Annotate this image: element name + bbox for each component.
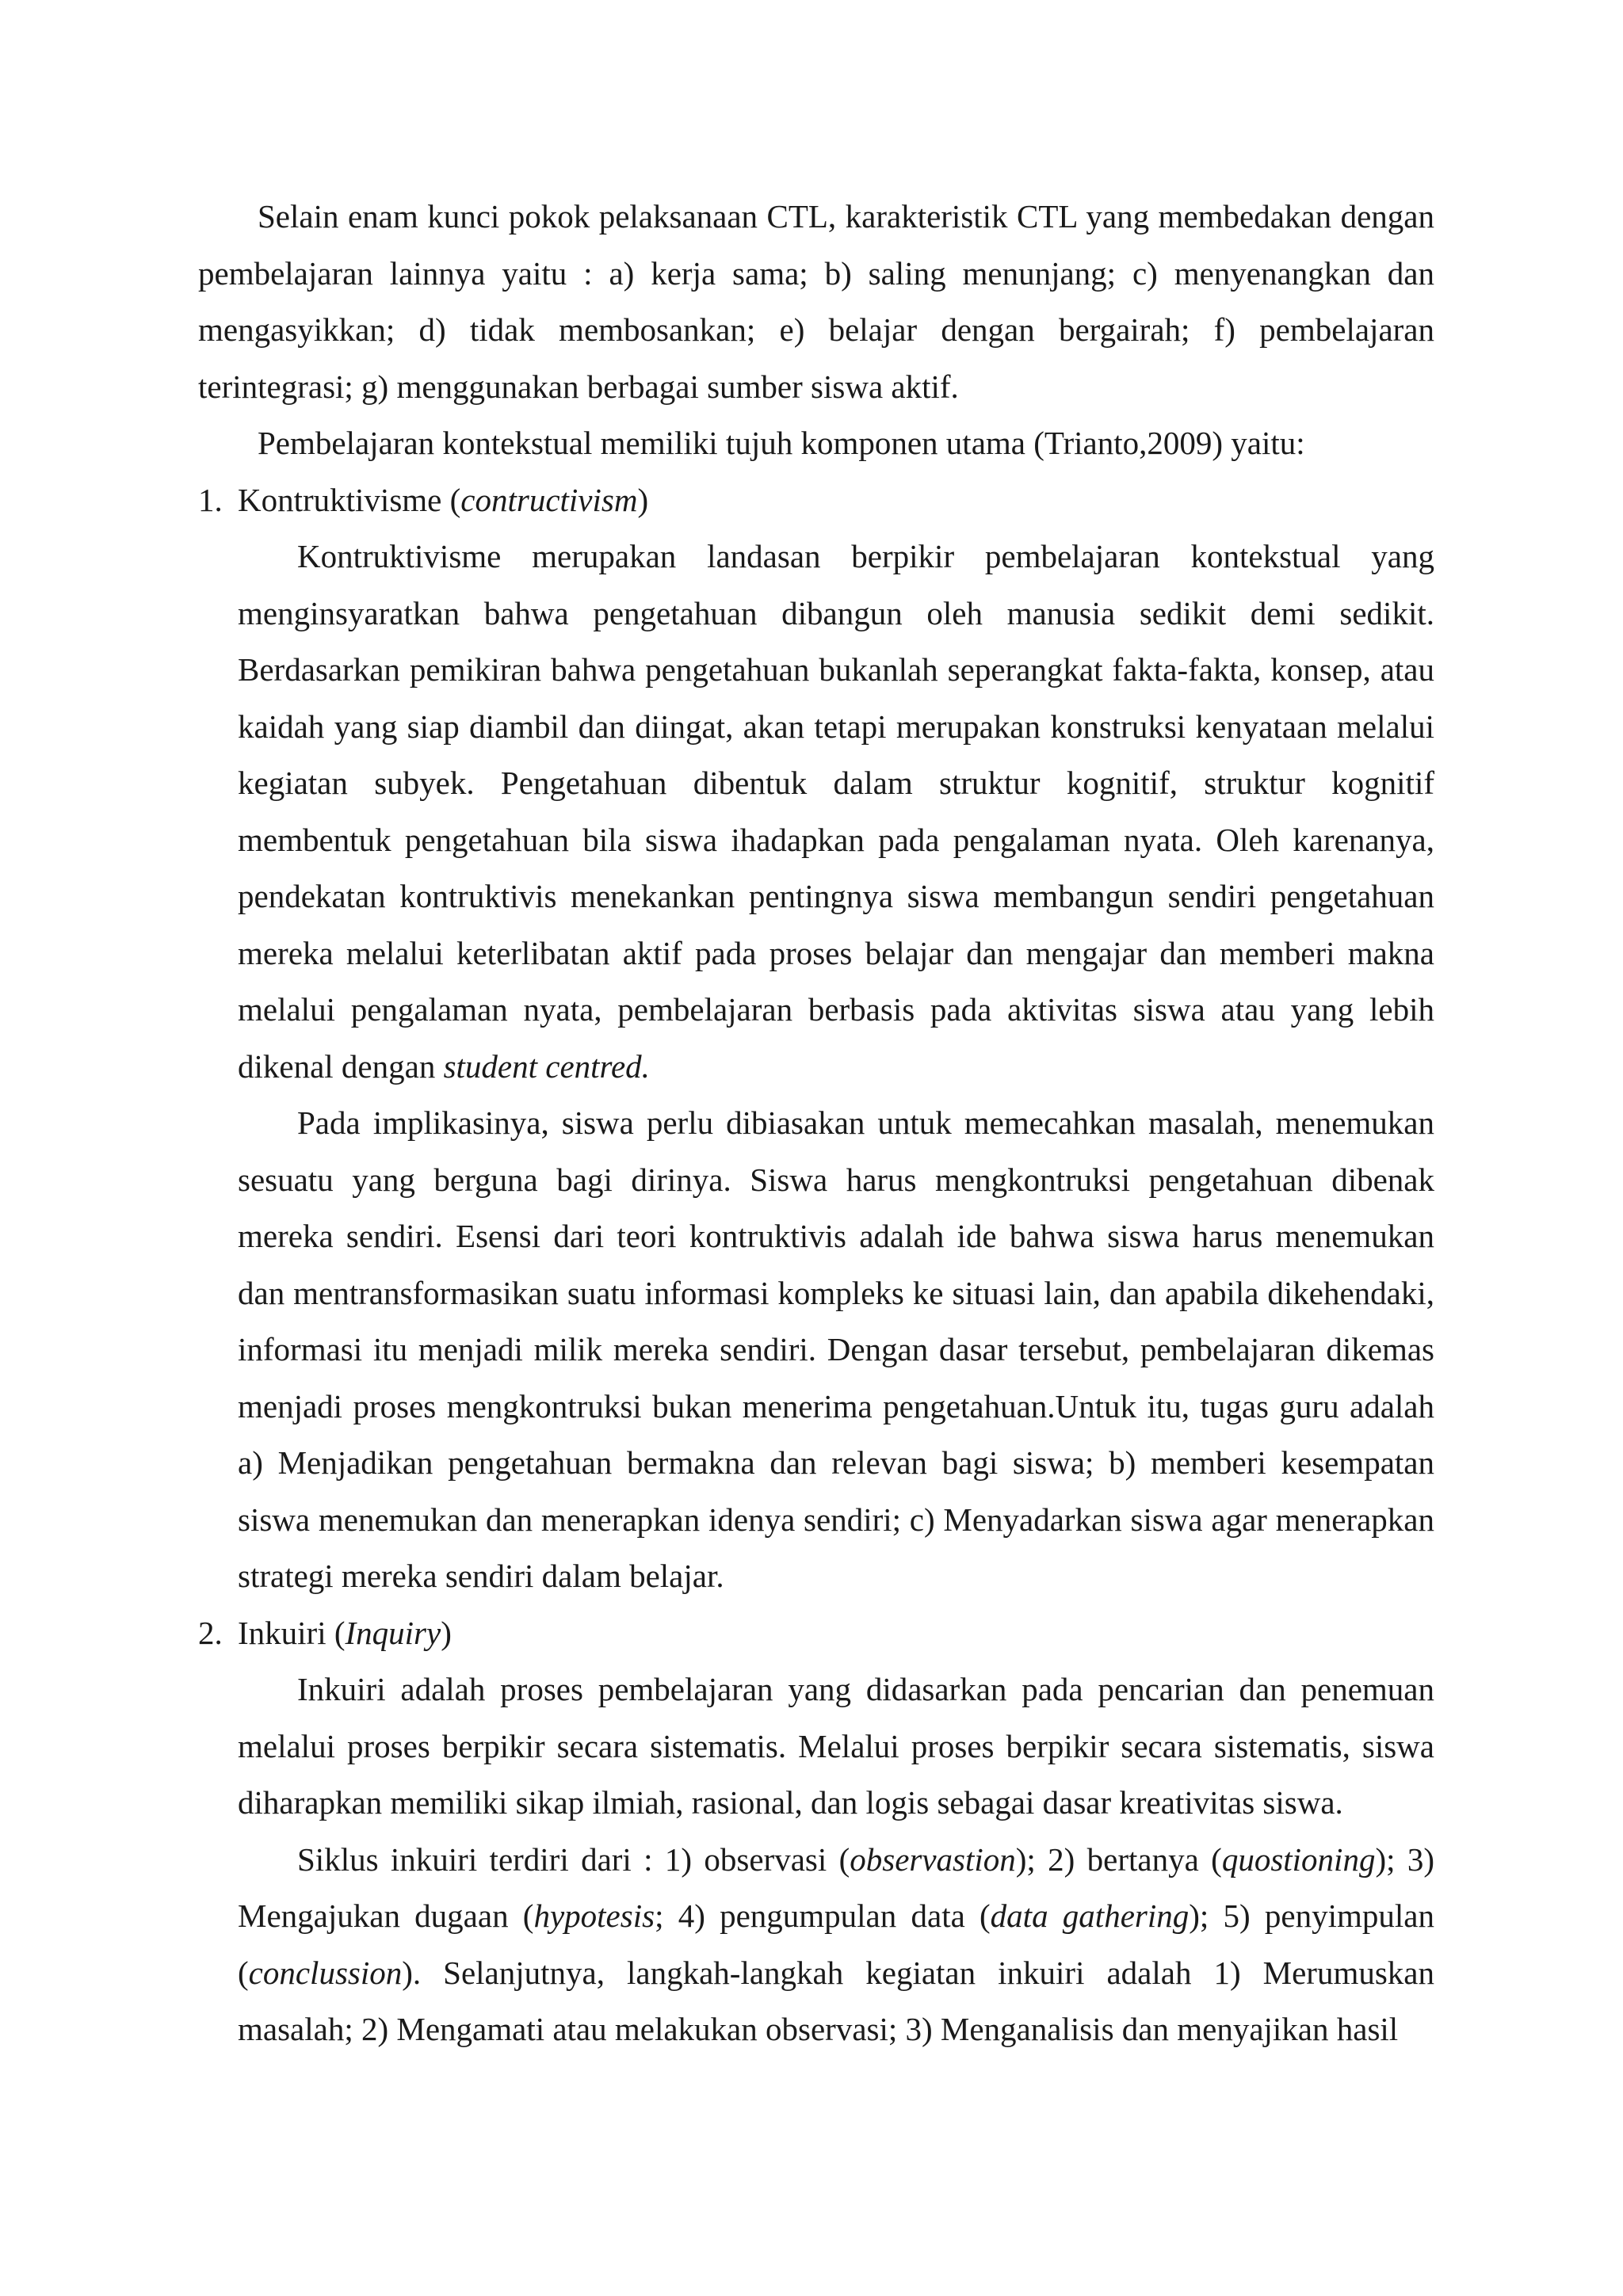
item-2-paragraph-2: Siklus inkuiri terdiri dari : 1) observasi (observastion); 2) bertanya (quostioning); 3) Mengajukan dugaan (hypotesis; 4) pengumpulan data (data gathering); 5) penyimpulan (conclussion). Selanjutnya, langkah-langkah kegiatan inkuiri adalah 1) Merumuskan masalah; 2) Mengamati atau melakukan observasi; 3) Menganalisis dan menyajikan hasil — [238, 1840, 1434, 2047]
list-number-2: 2. — [198, 1614, 223, 1651]
list-item-heading-2 — [198, 1605, 1434, 1662]
list-title-1: Kontruktivisme (contructivism) — [238, 481, 649, 518]
list-item-heading-1 — [198, 472, 1434, 529]
item-2-paragraph-1: Inkuiri adalah proses pembelajaran yang didasarkan pada pencarian dan penemuan melalui proses berpikir secara sistematis. Melalui proses berpikir secara sistematis, siswa diharapkan memiliki sikap ilmiah, rasional, dan logis sebagai dasar kreativitas siswa. — [238, 1671, 1434, 1821]
item-1-paragraph-2: Pada implikasinya, siswa perlu dibiasakan untuk memecahkan masalah, menemukan sesuatu yang berguna bagi dirinya. Siswa harus mengkontruksi pengetahuan dibenak mereka sendiri. Esensi dari teori kontruktivis adalah ide bahwa siswa harus menemukan dan mentransformasikan suatu informasi kompleks ke situasi lain, dan apabila dikehendaki, informasi itu menjadi milik mereka sendiri. Dengan dasar tersebut, pembelajaran dikemas menjadi proses mengkontruksi bukan menerima pengetahuan.Untuk itu, tugas guru adalah a) Menjadikan pengetahuan bermakna dan relevan bagi siswa; b) memberi kesempatan siswa menemukan dan menerapkan idenya sendiri; c) Menyadarkan siswa agar menerapkan strategi mereka sendiri dalam belajar. — [238, 1104, 1434, 1594]
list-item-body-2 — [238, 1661, 1434, 2058]
list-title-2: Inkuiri (Inquiry) — [238, 1614, 452, 1651]
item-1-paragraph-1: Kontruktivisme merupakan landasan berpikir pembelajaran kontekstual yang menginsyaratkan bahwa pengetahuan dibangun oleh manusia sedikit demi sedikit. Berdasarkan pemikiran bahwa pengetahuan bukanlah seperangkat fakta-fakta, konsep, atau kaidah yang siap diambil dan diingat, akan tetapi merupakan konstruksi kenyataan melalui kegiatan subyek. Pengetahuan dibentuk dalam struktur kognitif, struktur kognitif membentuk pengetahuan bila siswa ihadapkan pada pengalaman nyata. Oleh karenanya, pendekatan kontruktivis menekankan pentingnya siswa membangun sendiri pengetahuan mereka melalui keterlibatan aktif pada proses belajar dan mengajar dan memberi makna melalui pengalaman nyata, pembelajaran berbasis pada aktivitas siswa atau yang lebih dikenal dengan student centred. — [238, 538, 1434, 1085]
list-number-1: 1. — [198, 481, 223, 518]
intro-paragraph-2: Pembelajaran kontekstual memiliki tujuh komponen utama (Trianto,2009) yaitu: — [258, 425, 1305, 461]
intro-paragraph-1: Selain enam kunci pokok pelaksanaan CTL, karakteristik CTL yang membedakan dengan pembelajaran lainnya yaitu : a) kerja sama; b) saling menunjang; c) menyenangkan dan mengasyikkan; d) tidak membosankan; e) belajar dengan bergairah; f) pembelajaran terintegrasi; g) menggunakan berbagai sumber siswa aktif. — [198, 198, 1434, 405]
list-item-body-1 — [238, 528, 1434, 1605]
document-page — [198, 189, 1434, 2058]
